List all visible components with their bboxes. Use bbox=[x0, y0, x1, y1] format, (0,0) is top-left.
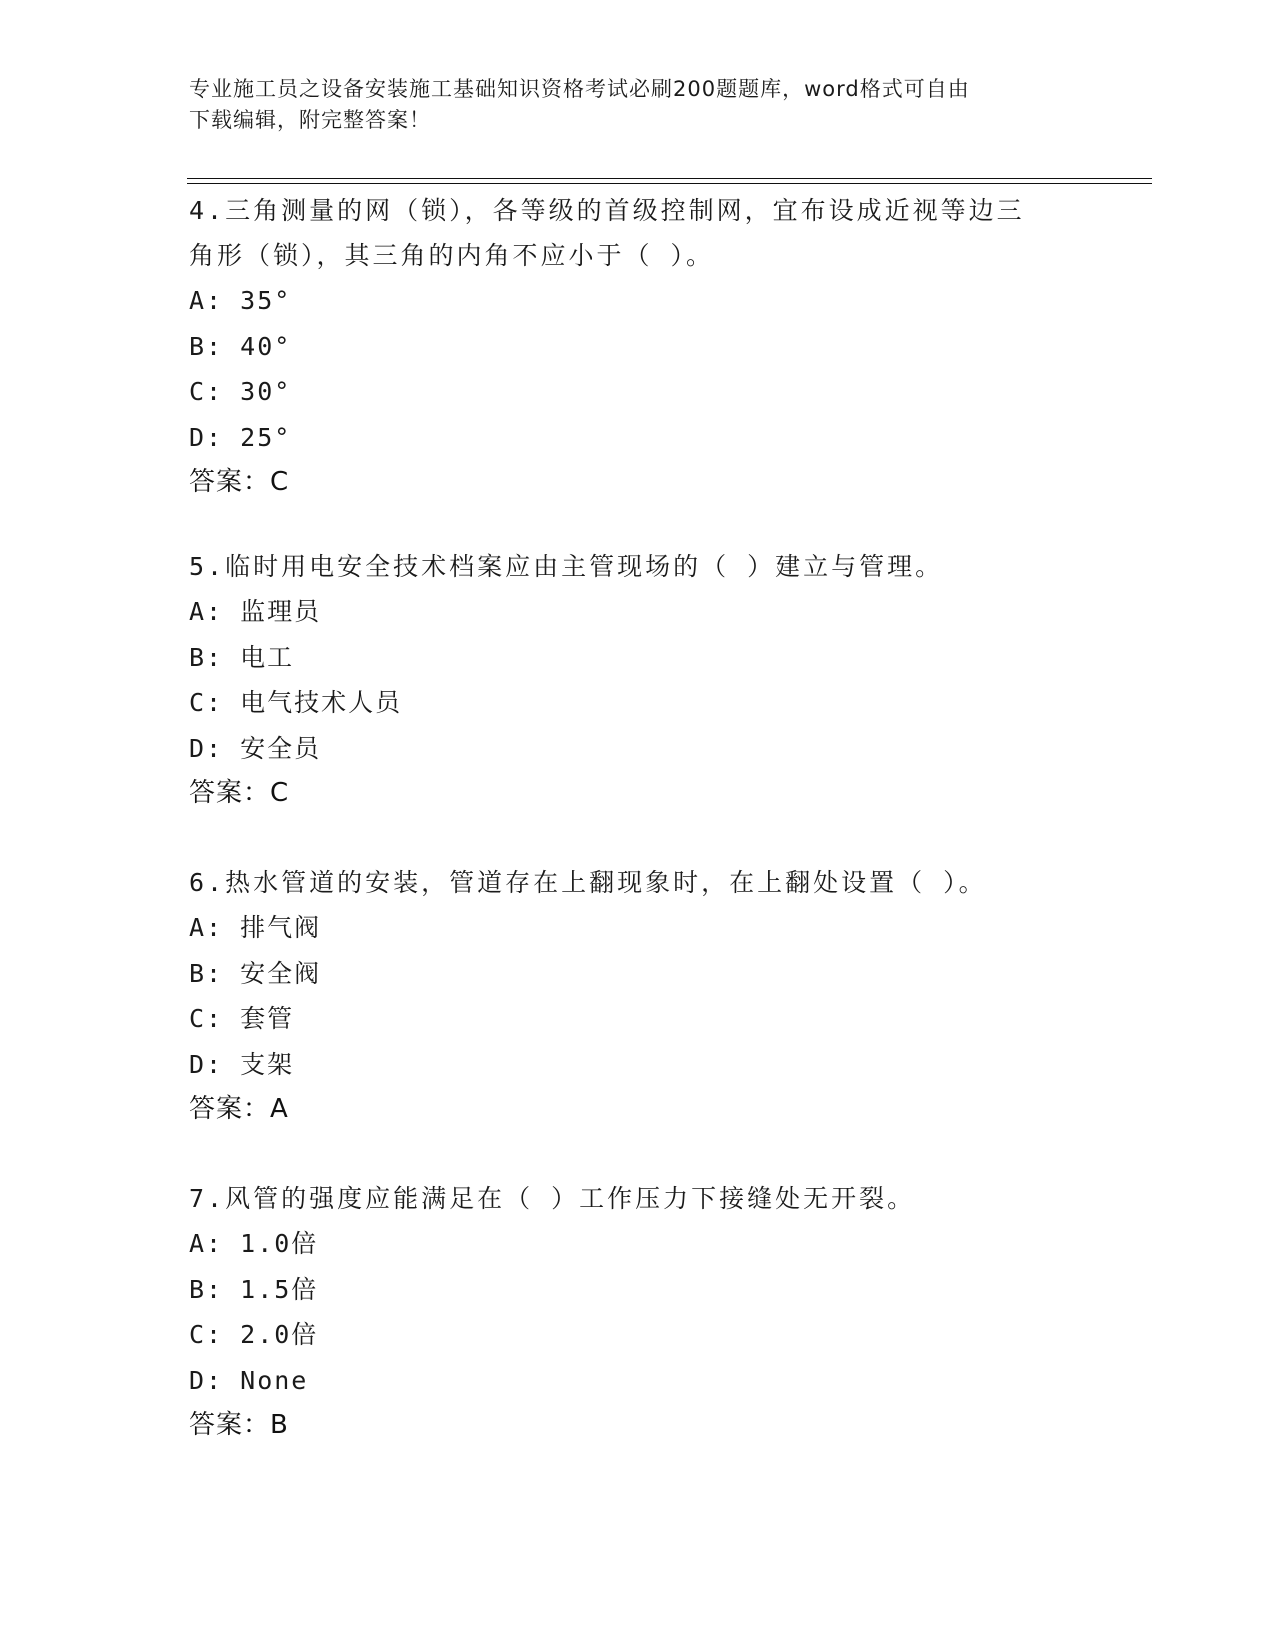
option-d: D: 25° bbox=[189, 422, 292, 452]
question-stem: 4.三角测量的网（锁），各等级的首级控制网，宜布设成近视等边三 bbox=[189, 196, 1025, 225]
question-stem: 7.风管的强度应能满足在（ ）工作压力下接缝处无开裂。 bbox=[189, 1184, 916, 1213]
question-7 bbox=[189, 1176, 1089, 1448]
option-c: C: 电气技术人员 bbox=[189, 688, 403, 717]
option-d: D: None bbox=[189, 1365, 309, 1395]
question-4 bbox=[189, 188, 1089, 505]
option-a: A: 排气阀 bbox=[189, 913, 322, 942]
option-a: A: 1.0倍 bbox=[189, 1229, 319, 1258]
question-stem-continued: 角形（锁），其三角的内角不应小于（ ）。 bbox=[189, 241, 715, 270]
question-6 bbox=[189, 860, 1089, 1132]
option-a: A: 35° bbox=[189, 286, 292, 315]
option-a: A: 监理员 bbox=[189, 597, 322, 626]
option-d: D: 安全员 bbox=[189, 733, 322, 763]
header-line-1: 专业施工员之设备安装施工基础知识资格考试必刷200题题库，word格式可自由 bbox=[189, 77, 970, 101]
header-divider-top bbox=[187, 178, 1152, 179]
option-d: D: 支架 bbox=[189, 1049, 295, 1079]
header-line-2: 下载编辑，附完整答案！ bbox=[189, 108, 431, 132]
option-b: B: 安全阀 bbox=[189, 958, 322, 988]
answer: 答案：C bbox=[189, 778, 290, 808]
option-c: C: 套管 bbox=[189, 1004, 295, 1033]
option-b: B: 40° bbox=[189, 331, 292, 361]
question-stem: 6.热水管道的安装，管道存在上翻现象时，在上翻处设置（ ）。 bbox=[189, 868, 987, 897]
header-divider-bottom bbox=[187, 183, 1152, 184]
option-b: B: 1.5倍 bbox=[189, 1274, 319, 1304]
option-b: B: 电工 bbox=[189, 642, 295, 672]
answer: 答案：A bbox=[189, 1094, 289, 1124]
option-c: C: 30° bbox=[189, 377, 292, 406]
question-stem: 5.临时用电安全技术档案应由主管现场的（ ）建立与管理。 bbox=[189, 552, 944, 581]
document-header bbox=[189, 74, 1069, 136]
option-c: C: 2.0倍 bbox=[189, 1320, 319, 1349]
answer: 答案：B bbox=[189, 1410, 289, 1440]
answer: 答案：C bbox=[189, 467, 290, 497]
question-5 bbox=[189, 544, 1089, 816]
